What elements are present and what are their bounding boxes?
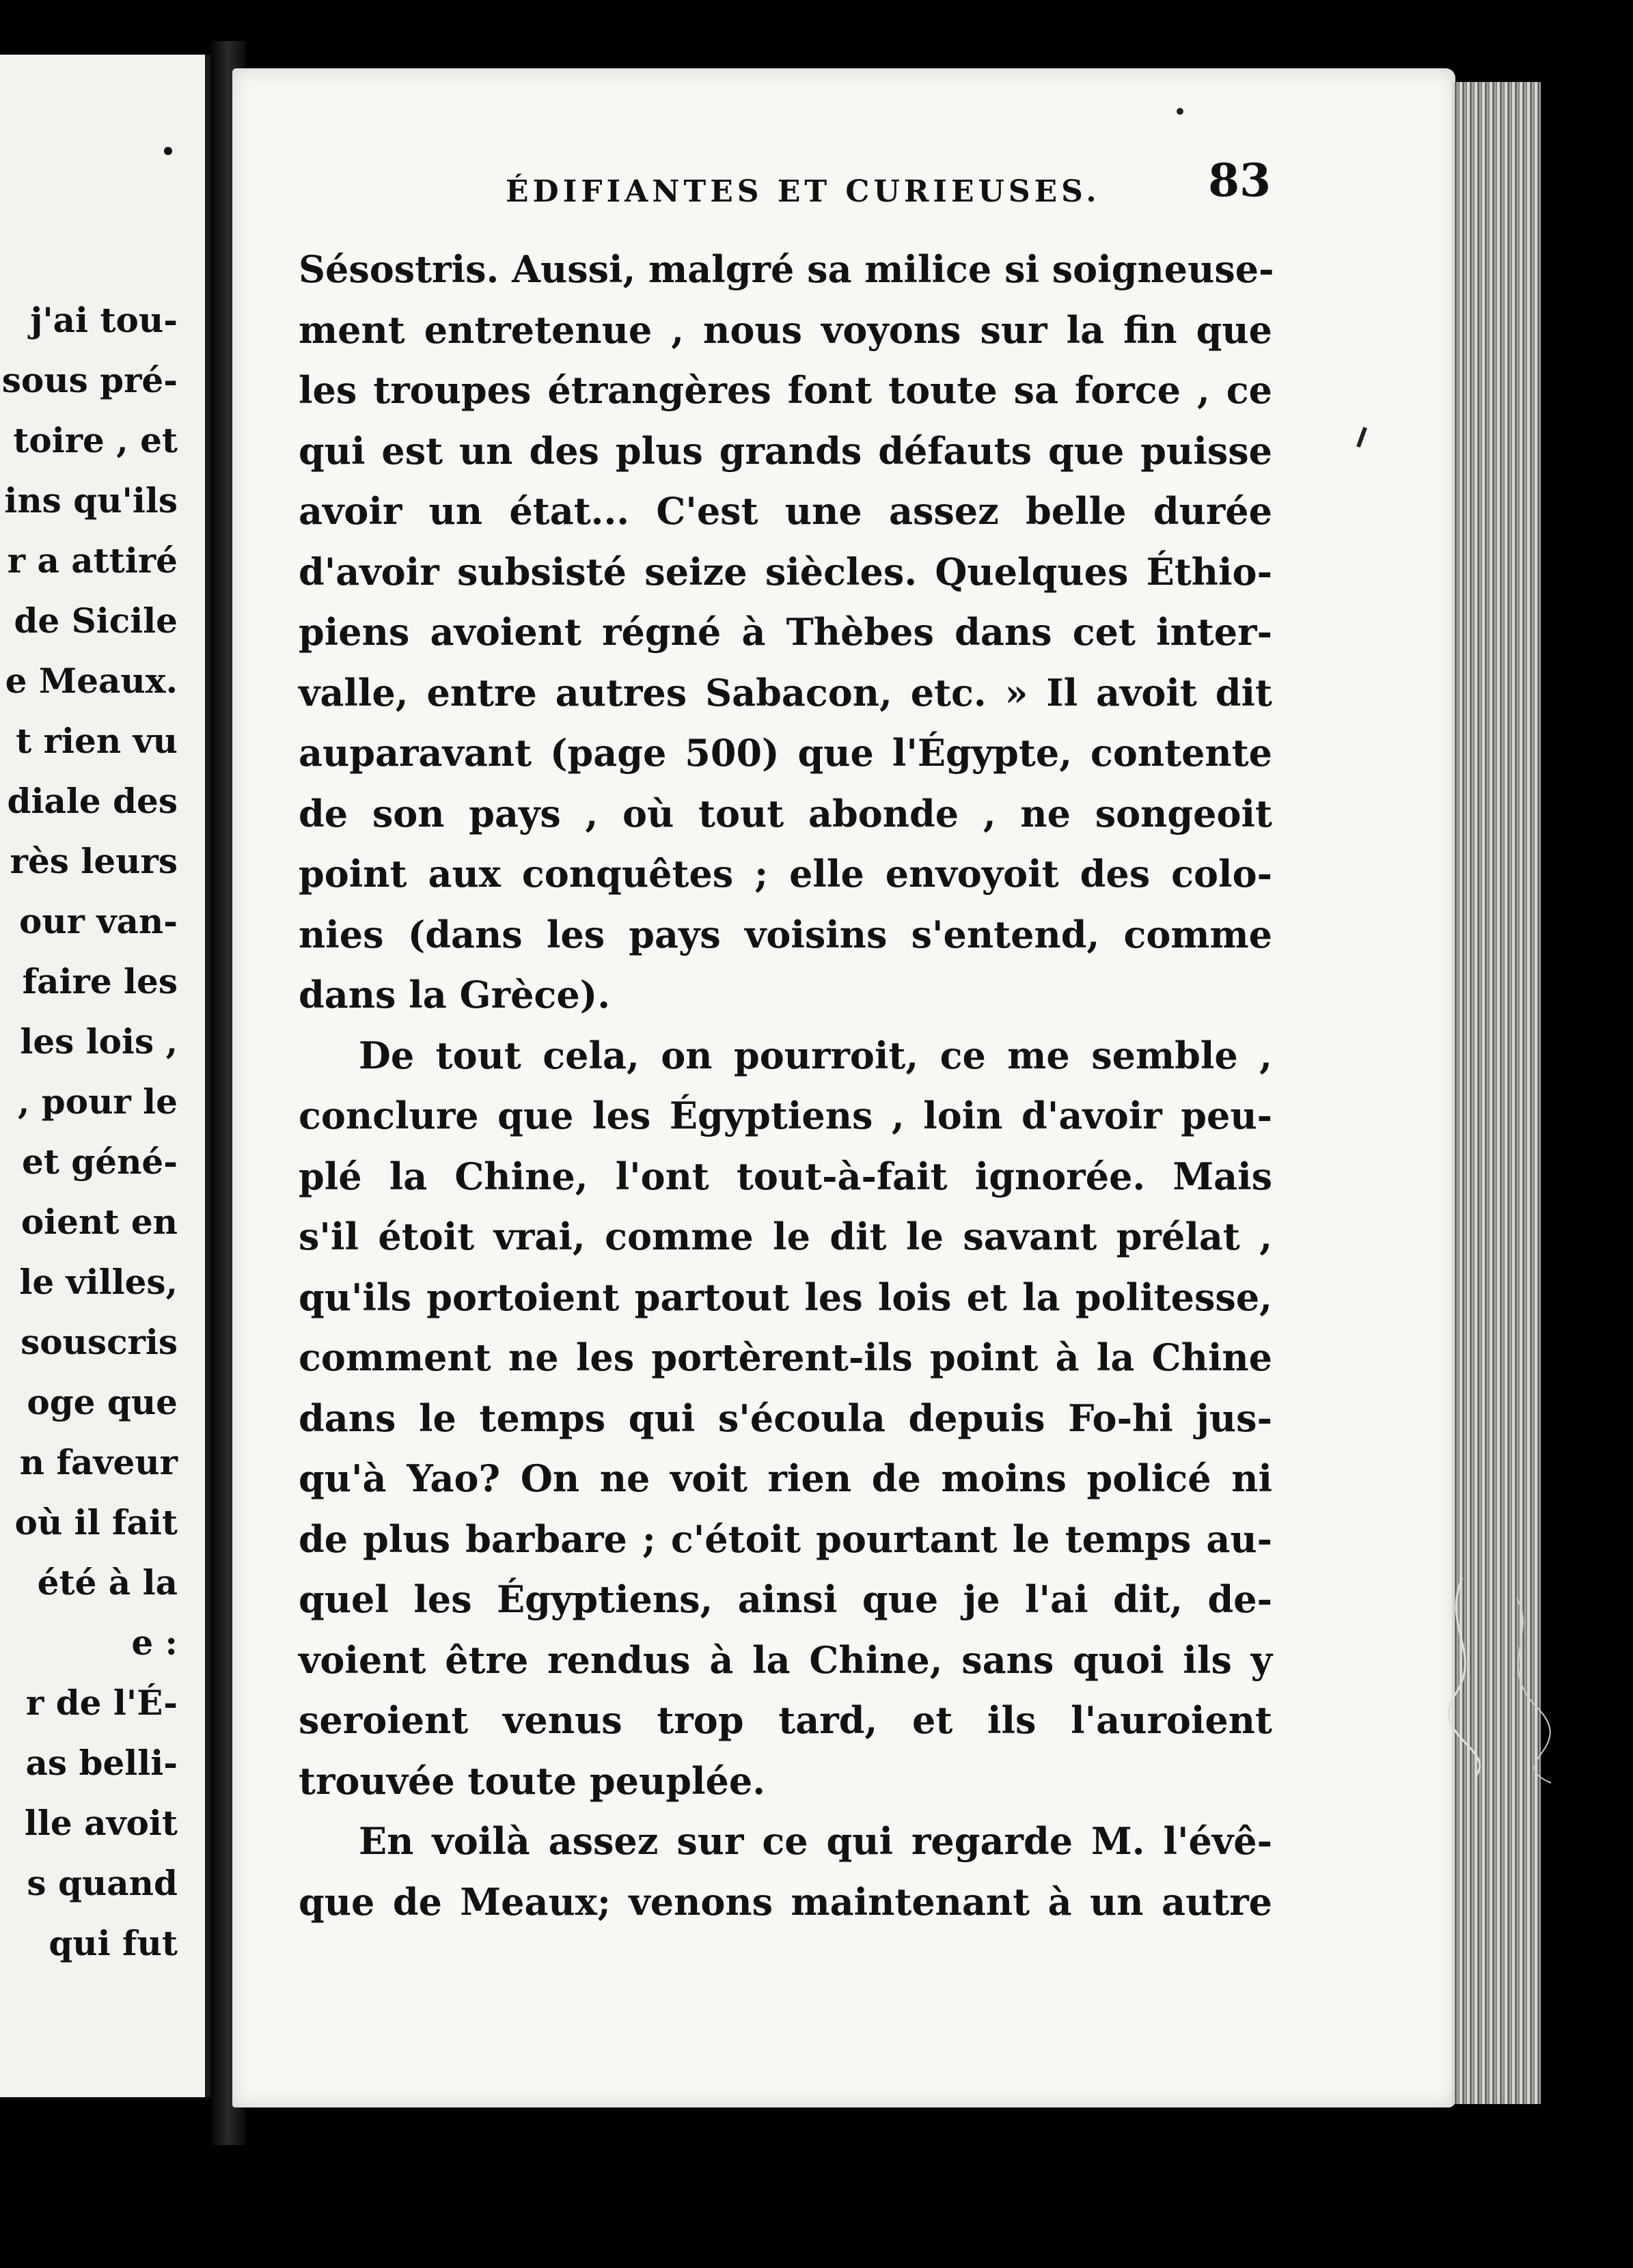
text-line: diale des xyxy=(7,781,178,821)
text-line: piens avoient régné à Thèbes dans cet inter- xyxy=(299,610,1272,654)
page-number: 83 xyxy=(1208,154,1271,207)
text-line: qu'ils portoient partout les lois et la politesse, xyxy=(299,1275,1272,1319)
paper-fiber xyxy=(1435,1571,1592,1790)
text-line: d'avoir subsisté seize siècles. Quelques Éthio- xyxy=(299,549,1272,594)
text-line: Sésostris. Aussi, malgré sa milice si soigneuse- xyxy=(299,247,1274,291)
text-line: seroient venus trop tard, et ils l'auroient xyxy=(299,1698,1272,1742)
left-facing-page xyxy=(0,55,210,2097)
text-line: avoir un état... C'est une assez belle durée xyxy=(299,489,1272,533)
running-head xyxy=(294,140,1271,222)
text-line: sous pré- xyxy=(1,360,178,400)
text-line: r de l'É- xyxy=(25,1683,178,1723)
text-line: plé la Chine, l'ont tout-à-fait ignorée. Mais xyxy=(299,1154,1272,1198)
text-line: t rien vu xyxy=(16,721,178,761)
text-line: De tout cela, on pourroit, ce me semble , xyxy=(359,1033,1272,1077)
text-line: ment entretenue , nous voyons sur la fin que xyxy=(299,307,1272,352)
text-line: de Sicile xyxy=(14,600,178,641)
text-line: auparavant (page 500) que l'Égypte, contente xyxy=(299,731,1272,775)
text-line: que de Meaux; venons maintenant à un autre xyxy=(299,1879,1272,1924)
text-line: conclure que les Égyptiens , loin d'avoir peu- xyxy=(299,1094,1272,1137)
left-page-text xyxy=(2,290,178,1974)
text-line: toire , et xyxy=(13,420,178,460)
text-line: dans la Grèce). xyxy=(299,973,611,1017)
text-line: qui est un des plus grands défauts que puisse xyxy=(299,428,1272,473)
text-line: as belli- xyxy=(25,1743,178,1783)
text-line: point aux conquêtes ; elle envoyoit des colo- xyxy=(299,852,1272,896)
running-head-title: ÉDIFIANTES ET CURIEUSES. xyxy=(506,174,1101,209)
page-edges xyxy=(1452,82,1541,2104)
text-line: les lois , xyxy=(20,1021,178,1062)
ink-speck xyxy=(1177,108,1183,115)
text-line: s quand xyxy=(27,1863,178,1903)
text-line: où il fait xyxy=(14,1502,178,1543)
text-line: faire les xyxy=(22,961,178,1001)
text-line: les troupes étrangères font toute sa force , ce xyxy=(299,368,1272,412)
text-line: j'ai tou- xyxy=(30,300,178,340)
text-line: r a attiré xyxy=(7,540,178,581)
ink-dot xyxy=(164,147,172,155)
text-line: oge que xyxy=(27,1382,178,1422)
text-line: e Meaux. xyxy=(5,661,178,701)
text-line: souscris xyxy=(20,1322,178,1362)
text-line: rès leurs xyxy=(10,841,178,881)
text-line: comment ne les portèrent-ils point à la Chine xyxy=(299,1336,1272,1379)
text-line: oient en xyxy=(20,1202,178,1242)
text-line: voient être rendus à la Chine, sans quoi ils y xyxy=(299,1637,1272,1682)
text-line: qui fut xyxy=(49,1923,178,1963)
text-line: trouvée toute peuplée. xyxy=(299,1758,766,1803)
text-line: et géné- xyxy=(21,1142,178,1182)
text-line: été à la xyxy=(37,1562,178,1603)
body-text xyxy=(299,239,1272,1932)
text-line: le villes, xyxy=(19,1262,178,1302)
text-line: dans le temps qui s'écoula depuis Fo-hi jus- xyxy=(299,1396,1272,1440)
text-line: ins qu'ils xyxy=(4,480,178,521)
text-line: lle avoit xyxy=(24,1803,178,1843)
text-line: our van- xyxy=(18,901,178,941)
text-line: de plus barbare ; c'étoit pourtant le temps au- xyxy=(299,1517,1272,1561)
text-line: , pour le xyxy=(17,1081,178,1122)
text-line: e : xyxy=(131,1622,178,1663)
text-line: nies (dans les pays voisins s'entend, comme xyxy=(299,912,1272,956)
text-line: En voilà assez sur ce qui regarde M. l'évê- xyxy=(359,1819,1272,1863)
text-line: quel les Égyptiens, ainsi que je l'ai dit, de- xyxy=(299,1577,1272,1621)
text-line: valle, entre autres Sabacon, etc. » Il avoit dit xyxy=(299,670,1272,715)
text-line: n faveur xyxy=(19,1442,178,1482)
text-line: de son pays , où tout abonde , ne songeoit xyxy=(299,791,1272,835)
text-line: s'il étoit vrai, comme le dit le savant prélat , xyxy=(299,1215,1272,1258)
text-line: qu'à Yao? On ne voit rien de moins policé ni xyxy=(299,1456,1272,1500)
